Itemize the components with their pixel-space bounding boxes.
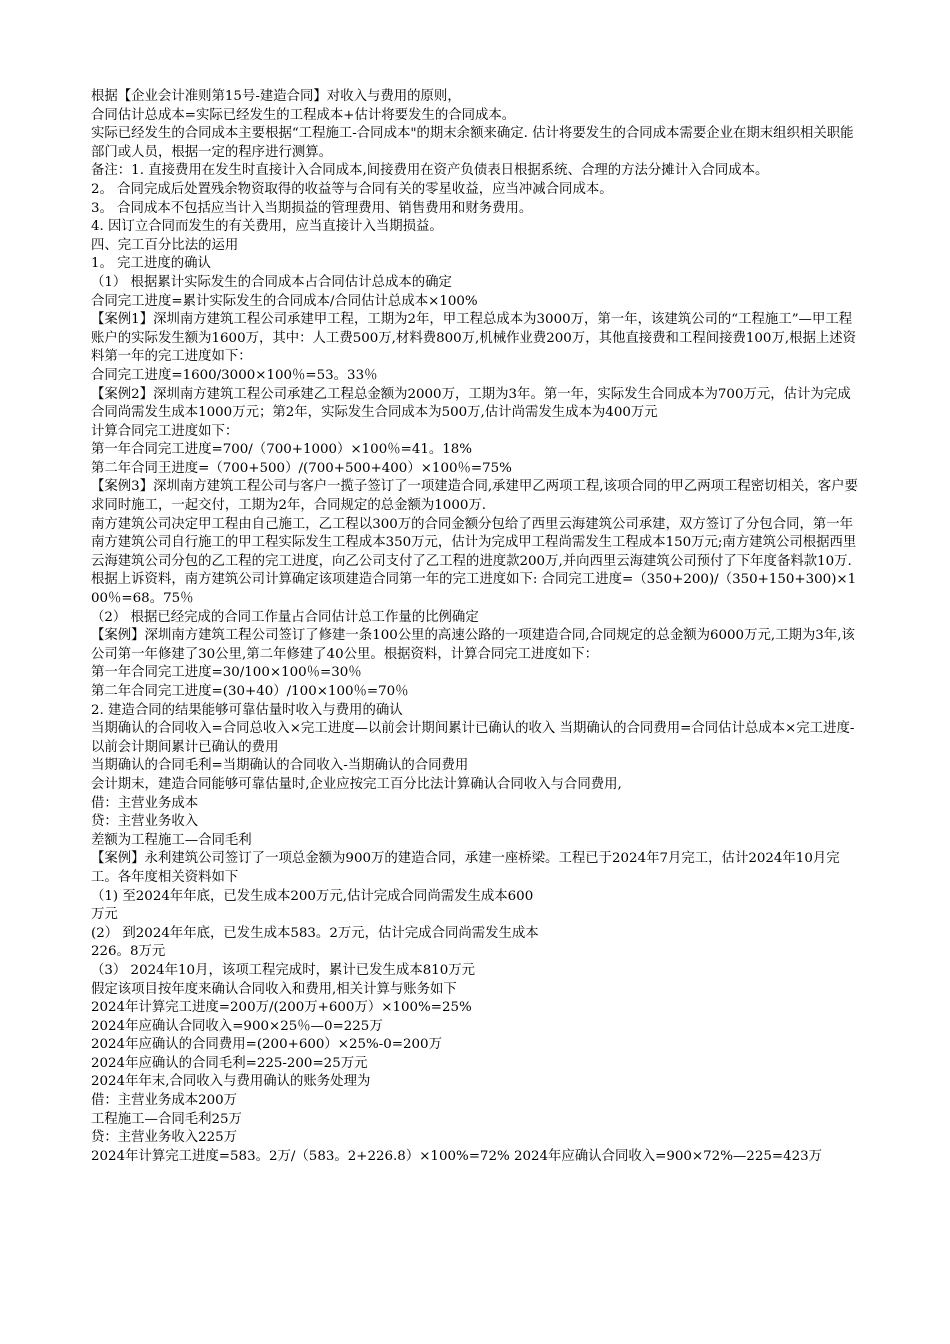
text-line: (2） 到2024年年底，已发生成本583。2万元，估计完成合同尚需发生成本: [91, 925, 539, 941]
text-line: 根据【企业会计准则第15号-建造合同】对收入与费用的原则，: [91, 89, 461, 104]
text-line: 1。 完工进度的确认: [91, 256, 211, 272]
text-line: 【案例】永利建筑公司签订了一项总金额为900万的建造合同，承建一座桥梁。工程已于2024年7月完工，估计2024年10月完工。各年度相关资料如下: [91, 851, 840, 885]
text-line: 借：主营业务成本: [91, 795, 199, 811]
text-line: 合同完工进度=累计实际发生的合同成本/合同估计总成本×100%: [91, 293, 478, 309]
text-line: 【案例1】深圳南方建筑工程公司承建甲工程，工期为2年，甲工程总成本为3000万，第一年，该建筑公司的“工程施工”—甲工程账户的实际发生额为1600万，其中：人工费500万,材料费800万,机械作业费200万，其他直接费和工程间接费100万,根据上述资料第一年的完工进度如下：: [91, 312, 857, 365]
text-line: 当期确认的合同毛利=当期确认的合同收入-当期确认的合同费用: [91, 758, 469, 774]
text-line: 借：主营业务成本200万: [91, 1093, 238, 1109]
text-line: 差额为工程施工—合同毛利: [91, 832, 252, 848]
text-line: 2024年应确认的合同费用=(200+600）×25%-0=200万: [91, 1037, 442, 1053]
text-line: 南方建筑公司决定甲工程由自己施工，乙工程以300万的合同金额分包给了西里云海建筑公司承建，双方签订了分包合同，第一年南方建筑公司自行施工的甲工程实际发生工程成本350万元，估计为完成甲工程尚需发生工程成本150万元;南方建筑公司根据西里云海建筑公司分包的乙工程的完工进度，向乙公司支付了乙工程的进度款200万,并向西里云海建筑公司预付了下年度备料款10万. 根据上诉资料，南方建筑公司计算确定该项建造合同第一年的完工进度如下: 合同完工进度=（350+200)/（350+150+300)×100％=68。75％: [91, 516, 857, 607]
text-line: （2） 根据已经完成的合同工作量占合同估计总工作量的比例确定: [91, 609, 479, 625]
text-line: 2024年应确认合同收入=900×25％—0=225万: [91, 1018, 383, 1034]
text-line: 2024年年末,合同收入与费用确认的账务处理为: [91, 1074, 371, 1090]
text-line: 第二年合同完工进度=(30+40）/100×100％=70％: [91, 684, 409, 699]
text-line: 计算合同完工进度如下：: [91, 423, 239, 439]
text-line: 假定该项目按年度来确认合同收入和费用,相关计算与账务如下: [91, 981, 457, 997]
text-line: 工程施工—合同毛利25万: [91, 1111, 242, 1127]
text-line: 2024年计算完工进度=200万/(200万+600万）×100%=25%: [91, 1000, 472, 1016]
text-line: 合同完工进度=1600/3000×100％=53。33％: [91, 367, 378, 383]
text-line: 【案例2】深圳南方建筑工程公司承建乙工程总金额为2000万，工期为3年。第一年，实际发生合同成本为700万元，估计为完成合同尚需发生成本1000万元；第2年，实际发生合同成本为500万,估计尚需发生成本为400万元: [91, 386, 851, 421]
text-line: 万元: [91, 907, 118, 923]
text-line: 【案例】深圳南方建筑工程公司签订了修建一条100公里的高速公路的一项建造合同,合同规定的总金额为6000万元,工期为3年,该公司第一年修建了30公里,第二年修建了40公里。根据资料，计算合同完工进度如下：: [91, 628, 855, 662]
text-line: （3） 2024年10月，该项工程完成时，累计已发生成本810万元: [91, 962, 476, 978]
text-line: 合同估计总成本=实际已经发生的工程成本+估计将要发生的合同成本。: [91, 107, 516, 123]
document-body: [91, 88, 859, 1166]
text-line: 第一年合同完工进度=700/（700+1000）×100％=41。18%: [91, 442, 473, 458]
text-line: （1） 根据累计实际发生的合同成本占合同估计总成本的确定: [91, 274, 452, 290]
text-line: 2。 合同完成后处置残余物资取得的收益等与合同有关的零星收益，应当冲减合同成本。: [91, 181, 613, 197]
text-line: 226。8万元: [91, 944, 166, 960]
text-line: 贷：主营业务收入225万: [91, 1130, 238, 1146]
text-line: 实际已经发生的合同成本主要根据“工程施工-合同成本"的期末余额来确定. 估计将要发生的合同成本需要企业在期末组织相关职能部门或人员，根据一定的程序进行测算。: [91, 126, 854, 160]
text-line: 贷：主营业务收入: [91, 814, 199, 830]
text-line: 【案例3】深圳南方建筑工程公司与客户一揽子签订了一项建造合同,承建甲乙两项工程,该项合同的甲乙两项工程密切相关，客户要求同时施工，一起交付，工期为2年，合同规定的总金额为1000万.: [91, 479, 858, 514]
text-line: 四、完工百分比法的运用: [91, 237, 239, 253]
text-line: 备注：1. 直接费用在发生时直接计入合同成本,间接费用在资产负债表日根据系统、合理的方法分摊计入合同成本。: [91, 163, 769, 179]
text-line: 2. 建造合同的结果能够可靠估量时收入与费用的确认: [91, 702, 403, 718]
text-line: （1) 至2024年年底，已发生成本200万元,估计完成合同尚需发生成本600: [91, 888, 534, 904]
text-line: 会计期末，建造合同能够可靠估量时,企业应按完工百分比法计算确认合同收入与合同费用,: [91, 776, 622, 792]
text-line: 4. 因订立合同而发生的有关费用，应当直接计入当期损益。: [91, 219, 443, 235]
text-line: 2024年计算完工进度=583。2万/（583。2+226.8）×100%=72% 2024年应确认合同收入=900×72%—225=423万: [91, 1148, 823, 1164]
text-line: 3。 合同成本不包括应当计入当期损益的管理费用、销售费用和财务费用。: [91, 200, 533, 216]
text-line: 当期确认的合同收入=合同总收入×完工进度—以前会计期间累计已确认的收入 当期确认的合同费用=合同估计总成本×完工进度-以前会计期间累计已确认的费用: [91, 721, 855, 755]
text-line: 2024年应确认的合同毛利=225-200=25万元: [91, 1055, 368, 1071]
text-line: 第一年合同完工进度=30/100×100％=30％: [91, 665, 362, 681]
text-line: 第二年合同王进度=（700+500）/(700+500+400）×100％=75%: [91, 460, 512, 476]
